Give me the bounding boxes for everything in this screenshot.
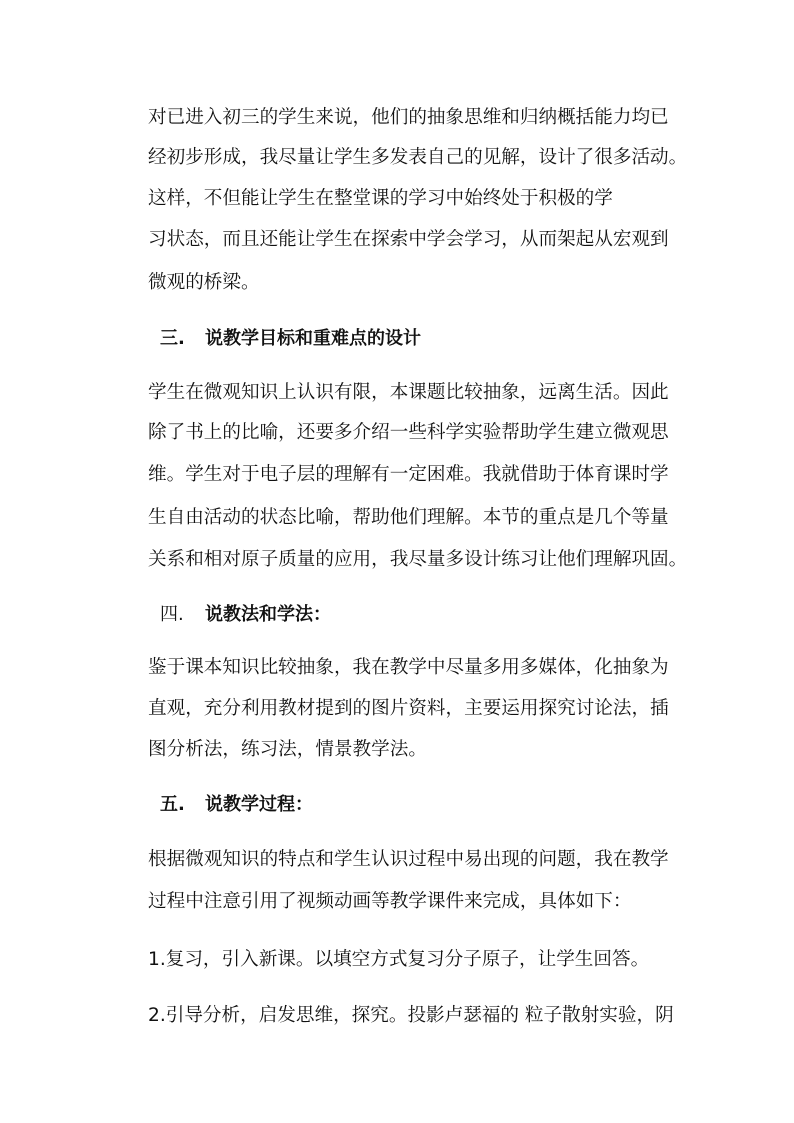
paragraph-line: 鉴于课本知识比较抽象，我在教学中尽量多用多媒体，化抽象为 [148,657,669,678]
paragraph-line: 维。学生对于电子层的理解有一定困难。我就借助于体育课时学 [148,464,669,485]
paragraph-line: 直观，充分利用教材提到的图片资料，主要运用探究讨论法，插 [148,698,669,719]
step-line: 2.引导分析，启发思维，探究。投影卢瑟福的 粒子散射实验，阴 [148,1005,674,1026]
section-number: 四. [160,604,184,625]
section-number: 五. [160,794,185,815]
paragraph-line: 除了书上的比喻，还要多介绍一些科学实验帮助学生建立微观思 [148,422,669,443]
section-title: 说教学过程： [205,794,313,815]
section-number: 三. [160,328,185,349]
paragraph-line: 生自由活动的状态比喻，帮助他们理解。本节的重点是几个等量 [148,507,669,528]
section-title: 说教法和学法： [205,604,331,625]
paragraph-line: 学生在微观知识上认识有限，本课题比较抽象，远离生活。因此 [148,382,669,403]
step-line: 1.复习，引入新课。以填空方式复习分子原子，让学生回答。 [148,949,650,970]
paragraph-line: 对已进入初三的学生来说，他们的抽象思维和归纳概括能力均已 [148,107,669,128]
paragraph-line: 微观的桥梁。 [148,272,260,293]
paragraph-line: 图分析法，练习法，情景教学法。 [148,739,427,760]
section-title: 说教学目标和重难点的设计 [205,328,421,349]
paragraph-line: 这样，不但能让学生在整堂课的学习中始终处于积极的学 [148,188,613,209]
paragraph-line: 过程中注意引用了视频动画等教学课件来完成，具体如下： [148,891,632,912]
paragraph-line: 关系和相对原子质量的应用，我尽量多设计练习让他们理解巩固。 [148,549,688,570]
paragraph-line: 习状态，而且还能让学生在探索中学会学习，从而架起从宏观到 [148,229,669,250]
paragraph-line: 根据微观知识的特点和学生认识过程中易出现的问题，我在教学 [148,849,669,870]
paragraph-line: 经初步形成，我尽量让学生多发表自己的见解，设计了很多活动。 [148,147,688,168]
